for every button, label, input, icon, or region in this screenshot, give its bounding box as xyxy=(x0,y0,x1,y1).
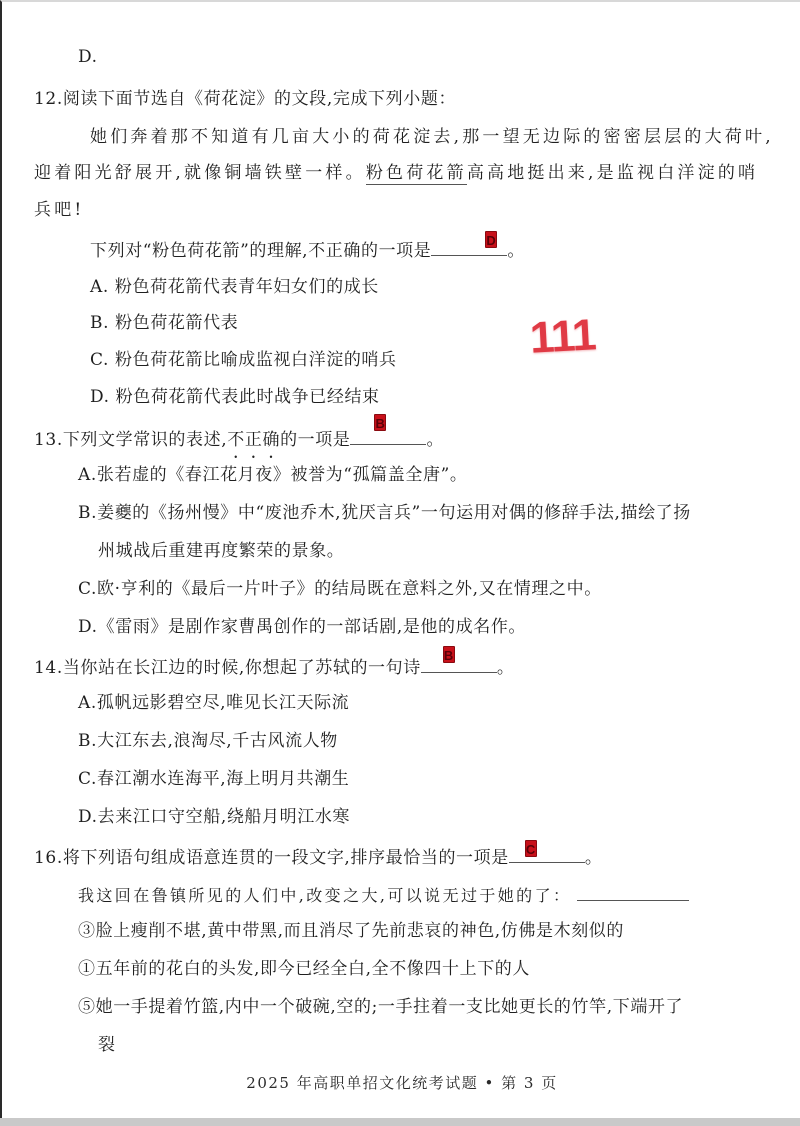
answer-blank[interactable] xyxy=(509,844,585,863)
answer-mark: D xyxy=(486,233,497,248)
bottom-border xyxy=(0,1118,800,1126)
option-text: 粉色荷花箭代表 xyxy=(115,313,239,333)
q12-passage-line-1: 她们奔着那不知道有几亩大小的荷花淀去,那一望无边际的密密层层的大荷叶, xyxy=(90,127,774,147)
q12-passage-line-2 xyxy=(34,162,758,184)
option-text: 粉色荷花箭代表此时战争已经结束 xyxy=(115,387,380,407)
q14-stem xyxy=(34,648,515,679)
answer-mark: B xyxy=(443,648,454,663)
q12-question xyxy=(90,233,525,262)
q16-sentence-5-continued: 裂 xyxy=(98,1035,116,1055)
q13-stem xyxy=(34,416,445,451)
passage-text: 高高地挺出来,是监视白洋淀的哨 xyxy=(466,163,759,183)
answer-blank[interactable] xyxy=(431,233,507,256)
option-text: 粉色荷花箭比喻成监视白洋淀的哨兵 xyxy=(115,350,397,370)
underlined-phrase: 粉色荷花箭 xyxy=(365,163,467,183)
period: 。 xyxy=(426,430,445,450)
option-text: 粉色荷花箭代表青年妇女们的成长 xyxy=(114,277,379,297)
period: 。 xyxy=(496,658,515,678)
option-label: D. xyxy=(90,387,110,407)
question-text: 下列对“粉色荷花箭”的理解,不正确的一项是 xyxy=(90,241,432,261)
option-label: A. xyxy=(90,277,109,297)
q14-option-d[interactable]: D.去来江口守空船,绕船月明江水寒 xyxy=(78,807,351,827)
lead-text: 我这回在鲁镇所见的人们中,改变之大,可以说无过于她的了： xyxy=(78,886,572,905)
annotation-111: 111 xyxy=(528,310,597,363)
emphasis-char: 确 xyxy=(262,430,281,450)
q12-passage-line-3: 兵吧! xyxy=(34,200,85,220)
question-text: 14.当你站在长江边的时候,你想起了苏轼的一句诗 xyxy=(34,658,421,678)
option-label: C. xyxy=(90,350,110,370)
answer-blank[interactable] xyxy=(350,416,426,445)
q16-sentence-5: ⑤她一手提着竹篮,内中一个破碗,空的;一手拄着一支比她更长的竹竿,下端开了 xyxy=(78,997,684,1017)
q13-option-d[interactable]: D.《雷雨》是剧作家曹禺创作的一部话剧,是他的成名作。 xyxy=(78,617,527,637)
q12-option-d[interactable] xyxy=(90,386,380,408)
q16-sentence-3: ③脸上瘦削不堪,黄中带黑,而且消尽了先前悲哀的神色,仿佛是木刻似的 xyxy=(78,921,625,941)
answer-blank-lead[interactable] xyxy=(577,882,689,901)
q16-stem xyxy=(34,844,602,869)
option-label: B. xyxy=(90,313,110,333)
question-text: 的一项是 xyxy=(280,430,351,450)
previous-option-d: D. xyxy=(78,47,98,67)
period: 。 xyxy=(584,848,603,868)
answer-mark: B xyxy=(375,416,386,431)
question-text: 16.将下列语句组成语意连贯的一段文字,排序最恰当的一项是 xyxy=(34,848,509,868)
q14-option-c[interactable]: C.春江潮水连海平,海上明月共潮生 xyxy=(78,769,350,789)
q14-option-a[interactable]: A.孤帆远影碧空尽,唯见长江天际流 xyxy=(78,693,350,713)
answer-mark: C xyxy=(525,842,536,857)
passage-text: 迎着阳光舒展开,就像铜墙铁壁一样。 xyxy=(34,163,366,183)
q13-option-b-continued: 州城战后重建再度繁荣的景象。 xyxy=(98,541,345,561)
q13-option-b[interactable]: B.姜夔的《扬州慢》中“废池乔木,犹厌言兵”一句运用对偶的修辞手法,描绘了扬 xyxy=(78,503,691,523)
q12-option-b[interactable] xyxy=(90,312,238,334)
q16-sentence-1: ①五年前的花白的头发,即今已经全白,全不像四十上下的人 xyxy=(78,959,531,979)
q13-option-c[interactable]: C.欧·亨利的《最后一片叶子》的结局既在意料之外,又在情理之中。 xyxy=(78,579,602,599)
q13-option-a[interactable]: A.张若虚的《春江花月夜》被誉为“孤篇盖全唐”。 xyxy=(78,465,468,485)
q12-stem: 12.阅读下面节选自《荷花淀》的文段,完成下列小题： xyxy=(34,89,457,109)
page-footer: 2025 年高职单招文化统考试题 • 第 3 页 xyxy=(246,1074,558,1092)
q16-lead-sentence xyxy=(78,882,689,907)
q12-option-c[interactable] xyxy=(90,349,397,371)
emphasis-char: 正 xyxy=(244,430,263,450)
answer-blank[interactable] xyxy=(421,648,497,673)
period: 。 xyxy=(507,241,525,261)
q14-option-b[interactable]: B.大江东去,浪淘尽,千古风流人物 xyxy=(78,731,338,751)
question-text: 13.下列文学常识的表述, xyxy=(34,430,228,450)
q12-option-a[interactable] xyxy=(90,276,379,298)
emphasis-char: 不 xyxy=(227,430,245,450)
